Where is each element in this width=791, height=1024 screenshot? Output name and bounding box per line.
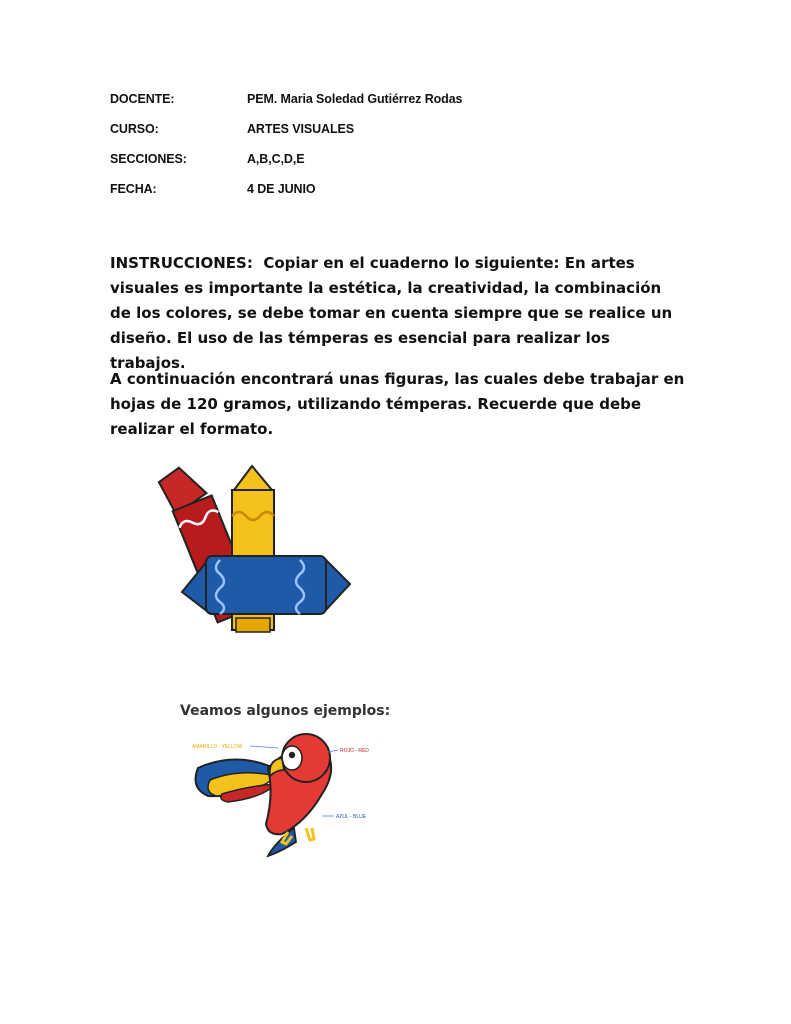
- parrot-label-blue: AZUL - BLUE: [336, 814, 367, 820]
- instructions-paragraph: [110, 251, 685, 376]
- docente-value: PEM. Maria Soledad Gutiérrez Rodas: [247, 92, 463, 106]
- instructions-text: Copiar en el cuaderno lo siguiente: En artes visuales es importante la estética, la creatividad, la combinación de los colores, se debe tomar en cuenta siempre que se realice un diseño. El uso de las témperas es esencial para realizar los trabajos.: [110, 254, 673, 372]
- crayons-illustration: [150, 460, 355, 640]
- secciones-value: A,B,C,D,E: [247, 152, 305, 166]
- instructions-lead: INSTRUCCIONES:: [110, 254, 253, 272]
- parrot-wing: [196, 759, 278, 802]
- examples-title: Veamos algunos ejemplos:: [180, 703, 391, 719]
- curso-label: CURSO:: [110, 122, 159, 136]
- parrot-label-yellow: AMARILLO - YELLOW: [192, 744, 243, 750]
- fecha-label: FECHA:: [110, 182, 157, 196]
- figures-paragraph: A continuación encontrará unas figuras, las cuales debe trabajar en hojas de 120 gramos, utilizando témperas. Recuerde que debe realizar el formato.: [110, 370, 685, 438]
- docente-label: DOCENTE:: [110, 92, 175, 106]
- curso-value: ARTES VISUALES: [247, 122, 354, 136]
- secciones-label: SECCIONES:: [110, 152, 187, 166]
- fecha-value: 4 DE JUNIO: [247, 182, 316, 196]
- parrot-label-red: ROJO - RED: [340, 748, 369, 754]
- blue-crayon: [182, 556, 350, 614]
- parrot-eye: [289, 752, 295, 758]
- parrot-illustration: [188, 728, 388, 858]
